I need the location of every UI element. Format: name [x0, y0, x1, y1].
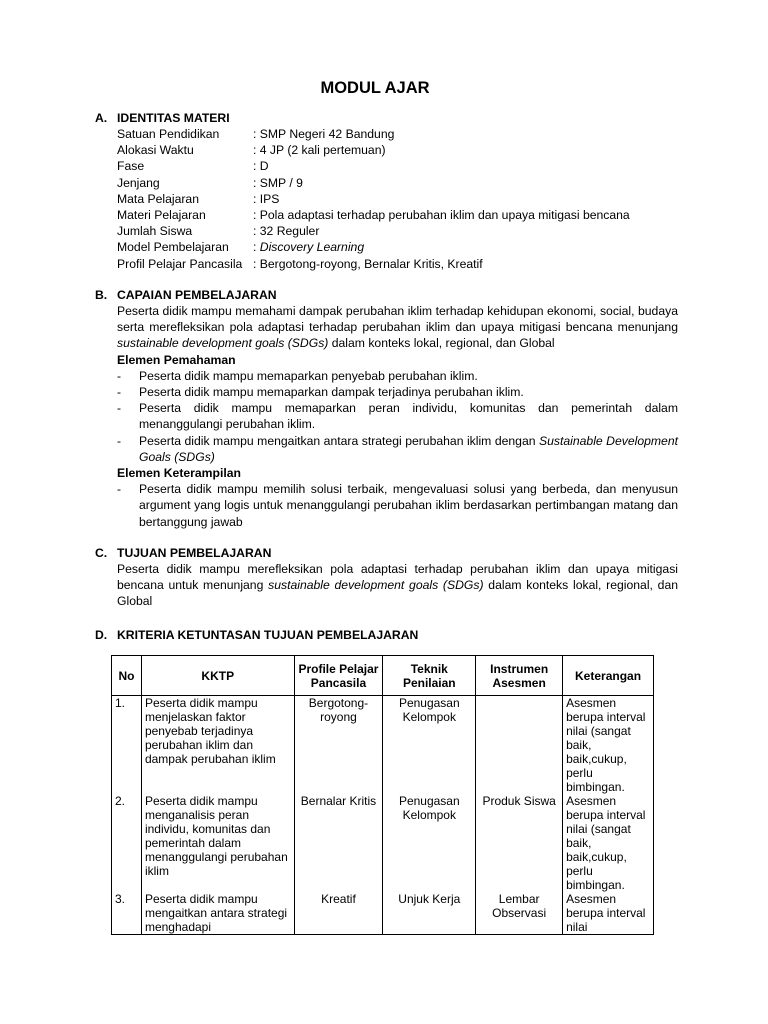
section-b-letter: B. — [95, 288, 108, 302]
identity-row — [117, 223, 677, 239]
identity-value: : SMP / 9 — [253, 175, 303, 190]
capaian-italic: sustainable development goals (SDGs) — [117, 336, 329, 351]
header-keterangan: Keterangan — [563, 656, 654, 696]
cell-no: 1. — [112, 696, 142, 795]
list-item: - Peserta didik mampu memaparkan penyebab perubahan iklim. — [117, 368, 678, 384]
identity-value: : 32 Reguler — [253, 224, 320, 239]
cell-instrumen — [476, 696, 563, 795]
identity-row — [117, 191, 677, 207]
section-d-title: KRITERIA KETUNTASAN TUJUAN PEMBELAJARAN — [117, 628, 419, 642]
list-item: - Peserta didik mampu memaparkan peran individu, komunitas dan pemerintah dalam menanggulangi perubahan iklim. — [117, 400, 678, 432]
cell-keterangan: Asesmen berupa interval nilai — [563, 892, 654, 935]
cell-instrumen: Produk Siswa — [476, 794, 563, 892]
tujuan-paragraph — [117, 561, 678, 610]
section-c-letter: C. — [95, 546, 108, 560]
cell-profile: Bernalar Kritis — [294, 794, 383, 892]
elemen-keterampilan-heading: Elemen Keterampilan — [117, 466, 241, 481]
cell-kktp: Peserta didik mampu menjelaskan faktor penyebab terjadinya perubahan iklim dan dampak perubahan iklim — [141, 696, 294, 795]
cell-keterangan: Asesmen berupa interval nilai (sangat baik, baik,cukup, perlu bimbingan. — [563, 794, 654, 892]
cell-keterangan: Asesmen berupa interval nilai (sangat baik, baik,cukup, perlu bimbingan. — [563, 696, 654, 795]
identity-label: Profil Pelajar Pancasila — [117, 256, 243, 271]
cell-no: 3. — [112, 892, 142, 935]
identity-label: Satuan Pendidikan — [117, 127, 220, 141]
identity-label: Materi Pelajaran — [117, 208, 206, 223]
section-b-title: CAPAIAN PEMBELAJARAN — [117, 288, 277, 302]
elemen-pemahaman-heading: Elemen Pemahaman — [117, 352, 236, 367]
identity-value — [253, 239, 677, 255]
identity-label: Alokasi Waktu — [117, 143, 194, 158]
section-a-title: IDENTITAS MATERI — [117, 111, 230, 125]
section-a-heading — [95, 110, 230, 126]
page-title: MODUL AJAR — [320, 79, 430, 97]
identity-label: Mata Pelajaran — [117, 191, 199, 206]
elemen-pemahaman-list — [117, 368, 678, 465]
cell-instrumen: Lembar Observasi — [476, 892, 563, 935]
cell-kktp: Peserta didik mampu mengaitkan antara strategi menghadapi — [141, 892, 294, 935]
capaian-text-end: dalam konteks lokal, regional, dan Global — [328, 336, 555, 351]
cell-teknik: Penugasan Kelompok — [383, 696, 476, 795]
section-a-letter: A. — [95, 111, 108, 125]
cell-profile: Kreatif — [294, 892, 383, 935]
identity-row — [117, 126, 677, 142]
identity-value: : Pola adaptasi terhadap perubahan iklim dan upaya mitigasi bencana — [253, 208, 630, 223]
identity-value: : IPS — [253, 191, 280, 206]
list-item: - Peserta didik mampu memaparkan dampak terjadinya perubahan iklim. — [117, 384, 678, 400]
identity-value: : Bergotong-royong, Bernalar Kritis, Kreatif — [253, 256, 483, 271]
identity-row — [117, 175, 677, 191]
elemen-keterampilan-list — [117, 481, 678, 530]
tujuan-text: Peserta didik mampu merefleksikan pola adaptasi terhadap perubahan iklim dan upaya mitigasi bencana untuk menunjang — [117, 562, 678, 593]
capaian-block — [117, 303, 678, 530]
identity-row — [117, 207, 677, 223]
identity-row — [117, 239, 677, 255]
section-d-heading — [95, 627, 418, 643]
identity-row — [117, 256, 677, 272]
header-no: No — [112, 656, 142, 696]
list-item-italic: Sustainable Development Goals (SDGs) — [139, 433, 678, 464]
list-item: - Peserta didik mampu memilih solusi terbaik, mengevaluasi solusi yang berbeda, dan menyusun argument yang logis untuk menanggulangi perubahan iklim berdasarkan pertimbangan matang dan bertanggung jawab — [117, 481, 678, 530]
kktp-table — [111, 655, 654, 935]
header-instrumen: Instrumen Asesmen — [476, 656, 563, 696]
tujuan-italic: sustainable development goals (SDGs) — [268, 578, 484, 593]
list-item — [117, 433, 678, 465]
identity-label: Jenjang — [117, 175, 160, 190]
table-header-row — [112, 656, 654, 696]
identity-value-italic: Discovery Learning — [259, 240, 365, 255]
capaian-text: Peserta didik mampu memahami dampak perubahan iklim terhadap kehidupan ekonomi, social, budaya serta merefleksikan pola adaptasi terhadap perubahan iklim dan upaya mitigasi bencana menunjang — [117, 304, 678, 335]
section-c-heading — [95, 545, 271, 561]
identity-value: : D — [253, 159, 269, 174]
identity-table — [117, 126, 677, 272]
section-b-heading — [95, 287, 277, 303]
identity-value: : 4 JP (2 kali pertemuan) — [253, 143, 386, 158]
cell-profile: Bergotong-royong — [294, 696, 383, 795]
cell-no: 2. — [112, 794, 142, 892]
table-row — [112, 892, 654, 935]
identity-label: Jumlah Siswa — [117, 224, 193, 239]
cell-teknik: Unjuk Kerja — [383, 892, 476, 935]
table-row — [112, 794, 654, 892]
header-kktp: KKTP — [141, 656, 294, 696]
header-teknik: Teknik Penilaian — [383, 656, 476, 696]
tujuan-text-end: dalam konteks lokal, regional, dan Global — [117, 578, 679, 609]
header-profile: Profile Pelajar Pancasila — [294, 656, 383, 696]
identity-row — [117, 158, 677, 174]
identity-value-prefix: : — [253, 240, 260, 255]
list-item-text: Peserta didik mampu mengaitkan antara strategi perubahan iklim dengan — [139, 433, 539, 448]
cell-teknik: Penugasan Kelompok — [383, 794, 476, 892]
section-d-letter: D. — [95, 628, 108, 642]
capaian-paragraph — [117, 303, 678, 352]
identity-label: Fase — [117, 159, 145, 174]
identity-label: Model Pembelajaran — [117, 240, 229, 255]
section-c-title: TUJUAN PEMBELAJARAN — [117, 546, 272, 560]
identity-value: : SMP Negeri 42 Bandung — [253, 127, 395, 141]
cell-kktp: Peserta didik mampu menganalisis peran individu, komunitas dan pemerintah dalam menanggulangi perubahan iklim — [141, 794, 294, 892]
table-row — [112, 696, 654, 795]
identity-row — [117, 142, 677, 158]
